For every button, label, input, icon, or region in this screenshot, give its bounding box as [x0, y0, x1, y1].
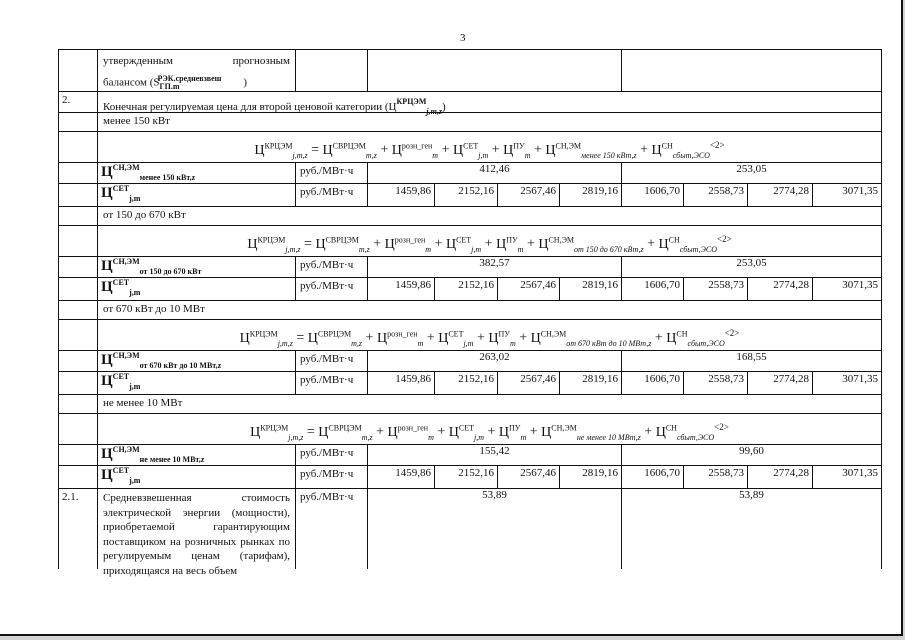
wholesale-price-symbol [315, 237, 369, 252]
symbol-sub: менее 150 кВт,z [581, 150, 637, 160]
symbol-sub: m,z [358, 244, 370, 254]
value-cell-right: 253,05 [621, 163, 882, 183]
symbol-base: Ц [666, 330, 677, 346]
voltage-label-symbol [101, 258, 201, 274]
operator: + [636, 142, 652, 158]
symbol-base: Ц [376, 330, 388, 346]
symbol-sup: СН,ЭМ [540, 329, 567, 338]
unit-cell: руб./МВт·ч [295, 445, 367, 465]
row-number-cell [58, 414, 97, 444]
network-value-cell: 3071,35 [812, 466, 882, 488]
value-cell-right: 99,60 [621, 445, 882, 465]
operator: + [484, 424, 499, 440]
symbol-sub: m,z [365, 150, 377, 160]
table-row [58, 301, 882, 320]
symbol-sub: от 670 кВт до 10 МВт,z [139, 361, 222, 370]
network-value-cell: 1459,86 [367, 278, 434, 300]
symbol-base: Ц [538, 236, 549, 252]
symbol-sub: j,m,z [277, 338, 293, 348]
symbol-sup: СВРЦЭМ [317, 329, 352, 338]
network-value-cell: 2558,73 [683, 184, 747, 206]
symbol-sub: j,m,z [285, 244, 301, 254]
symbol-sub: m [417, 338, 424, 348]
symbol-sub: j,m [471, 244, 482, 254]
voltage-symbol [545, 143, 636, 158]
network-value-cell: 2774,28 [747, 372, 812, 394]
row-number-cell [58, 163, 97, 183]
symbol-base: Ц [101, 467, 113, 483]
symbol-sub: не менее 10 МВт,z [139, 455, 205, 464]
symbol-sup: ПУ [506, 235, 518, 244]
unit-cell: руб./МВт·ч [295, 489, 367, 569]
symbol-sub: j,m [129, 382, 141, 391]
symbol-sup: ПУ [498, 329, 510, 338]
value-cell-left: 382,57 [367, 257, 621, 277]
operator: = [300, 236, 316, 252]
infrastructure-symbol [503, 143, 530, 158]
group-name: не менее 10 МВт [97, 395, 882, 413]
symbol-sup: СН [661, 141, 673, 150]
symbol-sub: m [432, 150, 439, 160]
group-name: менее 150 кВт [97, 113, 882, 131]
symbol-base: Ц [391, 142, 402, 158]
group-formula [97, 414, 882, 444]
infrastructure-symbol [496, 237, 523, 252]
row-number-cell [58, 278, 97, 300]
symbol-sub: j,m,z [292, 150, 308, 160]
network-value-cell: 2567,46 [497, 372, 559, 394]
table-row [58, 184, 882, 207]
row-number-cell [58, 257, 97, 277]
operator: + [643, 236, 659, 252]
operator: + [376, 142, 392, 158]
network-value-cell: 2774,28 [747, 278, 812, 300]
operator: + [473, 330, 489, 346]
section-title-text: Конечная регулируемая цена для второй ценовой категории (Ц [103, 101, 397, 113]
symbol-sup: СЕТ [112, 372, 130, 381]
symbol-base: Ц [250, 424, 261, 440]
symbol-sup: СВРЦЭМ [332, 141, 366, 150]
network-value-cell: 3071,35 [812, 278, 882, 300]
value-cell-left: 155,42 [367, 445, 621, 465]
symbol-sub: от 670 кВт до 10 МВт,z [566, 338, 652, 348]
symbol-base: Ц [658, 236, 669, 252]
symbol-base: Ц [315, 236, 326, 252]
symbol-base: Ц [101, 258, 113, 274]
operator: = [303, 424, 319, 440]
symbol-base: Ц [445, 236, 457, 252]
row-number-cell [58, 466, 97, 488]
symbol-cell [97, 372, 295, 394]
operator: + [530, 142, 546, 158]
table-row [58, 489, 882, 577]
symbol-sup: СН [676, 329, 688, 338]
network-value-cell: 1459,86 [367, 372, 434, 394]
operator: + [362, 330, 377, 346]
symbol-sub: сбыт,ЭСО [679, 244, 717, 254]
symbol-sup: СЕТ [458, 423, 474, 432]
section-title-close: ) [441, 101, 446, 113]
table-row [58, 395, 882, 414]
value-cell-left: 263,02 [367, 351, 621, 371]
row-number-cell [58, 320, 97, 350]
operator: + [423, 330, 439, 346]
network-value-cell: 1606,70 [621, 372, 683, 394]
row-number-cell: 2.1. [58, 489, 97, 569]
symbol-base: Ц [254, 142, 265, 158]
symbol-base: Ц [307, 330, 318, 346]
voltage-label-symbol [101, 352, 221, 368]
operator: + [433, 424, 449, 440]
sales-markup-symbol [666, 331, 724, 346]
sales-markup-symbol [659, 237, 717, 252]
symbol-base: Ц [545, 142, 556, 158]
network-value-cell: 2819,16 [559, 184, 621, 206]
network-value-cell: 2152,16 [434, 184, 497, 206]
row-number-cell [58, 207, 97, 225]
network-label-symbol [101, 373, 140, 389]
symbol-sup: розн_ген [401, 141, 433, 150]
sales-markup-symbol [656, 425, 714, 440]
operator: + [488, 142, 504, 158]
operator: + [526, 424, 542, 440]
unit-cell: руб./МВт·ч [295, 257, 367, 277]
retail-gen-symbol [388, 425, 434, 440]
network-value-cell: 2567,46 [497, 466, 559, 488]
symbol-base: Ц [101, 185, 113, 201]
network-value-cell: 1459,86 [367, 466, 434, 488]
symbol-base: Ц [101, 352, 113, 368]
symbol-sub: m [524, 150, 531, 160]
lhs-price-symbol [250, 425, 303, 440]
symbol-sub: m [509, 338, 516, 348]
network-value-cell: 2152,16 [434, 466, 497, 488]
unit-cell: руб./МВт·ч [295, 351, 367, 371]
operator: + [438, 142, 453, 158]
table-row [58, 372, 882, 395]
symbol-base: Ц [488, 330, 499, 346]
unit-cell: руб./МВт·ч [295, 466, 367, 488]
symbol-sup: СН,ЭМ [112, 445, 140, 454]
operator: + [523, 236, 539, 252]
lhs-price-symbol [247, 237, 300, 252]
voltage-symbol [541, 425, 641, 440]
value-cell-right: 168,55 [621, 351, 882, 371]
row-number-cell [58, 372, 97, 394]
page-number: 3 [460, 32, 466, 44]
symbol-cell [97, 163, 295, 183]
network-value-cell: 2819,16 [559, 466, 621, 488]
infrastructure-symbol [499, 425, 526, 440]
symbol-base: Ц [496, 236, 507, 252]
network-symbol [438, 331, 473, 346]
network-value-cell: 3071,35 [812, 372, 882, 394]
row-number-cell [58, 445, 97, 465]
symbol-sup: СЕТ [463, 141, 479, 150]
unit-cell: руб./МВт·ч [295, 184, 367, 206]
group-formula [97, 132, 882, 162]
symbol-base: Ц [530, 330, 541, 346]
row-number-cell [58, 301, 97, 319]
symbol-sub: j,m,z [288, 432, 304, 442]
lhs-price-symbol [240, 331, 293, 346]
symbol-cell [97, 445, 295, 465]
value-cell-right: 53,89 [621, 489, 882, 569]
symbol-sup: СЕТ [112, 278, 130, 287]
network-value-cell: 2567,46 [497, 278, 559, 300]
symbol-sup: розн_ген [397, 423, 429, 432]
symbol-sup: СЕТ [448, 329, 464, 338]
wholesale-price-symbol [323, 143, 377, 158]
symbol-sub: j,m [129, 194, 141, 203]
balance-sup: РЭК.средневзвеш [157, 74, 222, 83]
network-value-cell: 1606,70 [621, 184, 683, 206]
symbol-base: Ц [101, 279, 113, 295]
symbol-cell [97, 257, 295, 277]
symbol-sub: m,z [351, 338, 363, 348]
symbol-base: Ц [448, 424, 459, 440]
row-number-cell [58, 50, 97, 91]
symbol-sup: СН,ЭМ [555, 141, 582, 150]
network-value-cell: 2774,28 [747, 184, 812, 206]
symbol-sub: m [520, 432, 527, 442]
symbol-cell [97, 466, 295, 488]
table-row [58, 163, 882, 184]
section-number: 2. [58, 92, 97, 112]
table-row [58, 445, 882, 466]
symbol-base: Ц [651, 142, 662, 158]
description-cell [97, 50, 295, 91]
symbol-sup: СН,ЭМ [112, 163, 140, 172]
network-value-cell: 3071,35 [812, 184, 882, 206]
unit-cell: руб./МВт·ч [295, 278, 367, 300]
symbol-sup: КРЦЭМ [260, 423, 289, 432]
section-title [97, 92, 882, 116]
symbol-sub: от 150 до 670 кВт,z [573, 244, 644, 254]
symbol-sub: сбыт,ЭСО [687, 338, 725, 348]
symbol-sub: m [425, 244, 432, 254]
symbol-sup: СЕТ [112, 184, 130, 193]
row-number-cell [58, 132, 97, 162]
network-label-symbol [101, 279, 140, 295]
retail-gen-symbol [377, 331, 423, 346]
operator: + [481, 236, 497, 252]
symbol-base: Ц [498, 424, 510, 440]
symbol-cell [97, 184, 295, 206]
symbol-sup: КРЦЭМ [396, 97, 427, 106]
symbol-cell [97, 278, 295, 300]
network-value-cell: 1606,70 [621, 466, 683, 488]
symbol-sup: СН,ЭМ [551, 423, 577, 432]
symbol-cell [97, 351, 295, 371]
footnote-ref: <2> [709, 140, 725, 150]
price-symbol [397, 98, 442, 114]
footnote-ref: <2> [714, 422, 729, 432]
symbol-base: Ц [387, 424, 398, 440]
network-symbol [453, 143, 488, 158]
voltage-label-symbol [101, 164, 195, 180]
voltage-symbol [538, 237, 643, 252]
symbol-sup: СН,ЭМ [112, 351, 140, 360]
symbol-sub: j,m,z [426, 107, 442, 116]
network-value-cell: 2558,73 [683, 278, 747, 300]
symbol-base: Ц [503, 142, 514, 158]
sales-markup-symbol [651, 143, 709, 158]
table-row [58, 278, 882, 301]
row-number-cell [58, 226, 97, 256]
symbol-sup: КРЦЭМ [264, 141, 293, 150]
row-number-cell [58, 184, 97, 206]
table-row [58, 49, 882, 92]
network-value-cell: 2558,73 [683, 466, 747, 488]
symbol-sup: СВРЦЭМ [328, 423, 362, 432]
balance-symbol [157, 74, 244, 91]
table-row [58, 466, 882, 489]
symbol-base: Ц [452, 142, 464, 158]
table-row [58, 320, 882, 351]
symbol-sub: m,z [361, 432, 373, 442]
symbol-sub: менее 150 кВт,z [139, 173, 196, 182]
symbol-sub: m [428, 432, 434, 442]
network-value-cell: 2819,16 [559, 278, 621, 300]
symbol-sub: j,m [129, 288, 141, 297]
symbol-sub: j,m [474, 432, 484, 442]
symbol-sub: m [517, 244, 524, 254]
table-row [58, 226, 882, 257]
network-value-cell: 2558,73 [683, 372, 747, 394]
symbol-base: Ц [384, 236, 395, 252]
network-value-cell: 2774,28 [747, 466, 812, 488]
balance-sub: ГП.m [159, 81, 180, 91]
network-label-symbol [101, 185, 140, 201]
group-formula [97, 320, 882, 350]
voltage-symbol [531, 331, 652, 346]
symbol-sup: розн_ген [387, 329, 418, 338]
unit-cell [295, 50, 367, 91]
cont-line1: утвержденным прогнозным [103, 55, 290, 67]
price-table [58, 49, 882, 577]
table-row [58, 92, 882, 116]
value-cell-left: 412,46 [367, 163, 621, 183]
value-cell [367, 50, 621, 91]
operator: = [307, 142, 323, 158]
balance-label: балансом (S [103, 76, 160, 89]
symbol-sup: розн_ген [394, 235, 426, 244]
lhs-price-symbol [254, 143, 307, 158]
wholesale-price-symbol [308, 331, 362, 346]
symbol-sup: СН [668, 235, 680, 244]
network-value-cell: 2567,46 [497, 184, 559, 206]
network-value-cell: 1606,70 [621, 278, 683, 300]
network-value-cell: 2152,16 [434, 372, 497, 394]
symbol-sub: j,m [478, 150, 489, 160]
unit-cell: руб./МВт·ч [295, 163, 367, 183]
symbol-base: Ц [438, 330, 449, 346]
symbol-sup: КРЦЭМ [249, 329, 278, 338]
symbol-base: Ц [101, 164, 113, 180]
symbol-sup: ПУ [509, 423, 521, 432]
group-name: от 150 до 670 кВт [97, 207, 882, 225]
table-row [58, 351, 882, 372]
operator: + [651, 330, 667, 346]
group-name: от 670 кВт до 10 МВт [97, 301, 882, 319]
symbol-sup: СЕТ [112, 466, 130, 475]
network-value-cell: 1459,86 [367, 184, 434, 206]
group-formula [97, 226, 882, 256]
symbol-sup: СВРЦЭМ [325, 235, 359, 244]
symbol-base: Ц [247, 236, 258, 252]
balance-close: ) [243, 76, 248, 89]
symbol-base: Ц [322, 142, 333, 158]
table-row [58, 132, 882, 163]
row-number-cell [58, 395, 97, 413]
operator: + [640, 424, 656, 440]
symbol-sup: СН,ЭМ [112, 257, 140, 266]
table-row [58, 414, 882, 445]
voltage-label-symbol [101, 446, 204, 462]
network-label-symbol [101, 467, 140, 483]
network-symbol [446, 237, 481, 252]
operator: = [292, 330, 308, 346]
footnote-ref: <2> [717, 234, 732, 244]
symbol-base: Ц [101, 373, 113, 389]
operator: + [515, 330, 531, 346]
value-cell [621, 50, 882, 91]
symbol-sup: СЕТ [456, 235, 472, 244]
retail-gen-symbol [392, 143, 438, 158]
operator: + [431, 236, 446, 252]
symbol-sup: СН,ЭМ [548, 235, 574, 244]
symbol-base: Ц [239, 330, 250, 346]
value-cell-right: 253,05 [621, 257, 882, 277]
symbol-sub: сбыт,ЭСО [672, 150, 710, 160]
symbol-base: Ц [318, 424, 329, 440]
infrastructure-symbol [488, 331, 515, 346]
symbol-sup: СН [665, 423, 677, 432]
operator: + [372, 424, 388, 440]
retail-gen-symbol [385, 237, 431, 252]
symbol-sub: не менее 10 МВт,z [576, 432, 641, 442]
symbol-sup: ПУ [513, 141, 525, 150]
table-row [58, 113, 882, 132]
symbol-base: Ц [541, 424, 552, 440]
description-cell: Средневзвешенная стоимость электрической энергии (мощности), приобретаемой гарантирующим поставщиком на розничных рынках по регулируемым ценам (тарифам), приходящаяся на весь объем [97, 489, 295, 569]
symbol-sub: от 150 до 670 кВт [139, 267, 202, 276]
symbol-base: Ц [655, 424, 666, 440]
network-value-cell: 2819,16 [559, 372, 621, 394]
network-value-cell: 2152,16 [434, 278, 497, 300]
network-symbol [449, 425, 484, 440]
symbol-sub: j,m [129, 476, 141, 485]
symbol-sub: сбыт,ЭСО [676, 432, 715, 442]
row-number-cell [58, 351, 97, 371]
value-cell-left: 53,89 [367, 489, 621, 569]
table-row [58, 207, 882, 226]
row-number-cell [58, 113, 97, 131]
symbol-sup: КРЦЭМ [257, 235, 286, 244]
operator: + [369, 236, 385, 252]
table-row [58, 257, 882, 278]
wholesale-price-symbol [318, 425, 372, 440]
unit-cell: руб./МВт·ч [295, 372, 367, 394]
symbol-sub: j,m [463, 338, 474, 348]
footnote-ref: <2> [724, 328, 740, 338]
symbol-base: Ц [101, 446, 113, 462]
